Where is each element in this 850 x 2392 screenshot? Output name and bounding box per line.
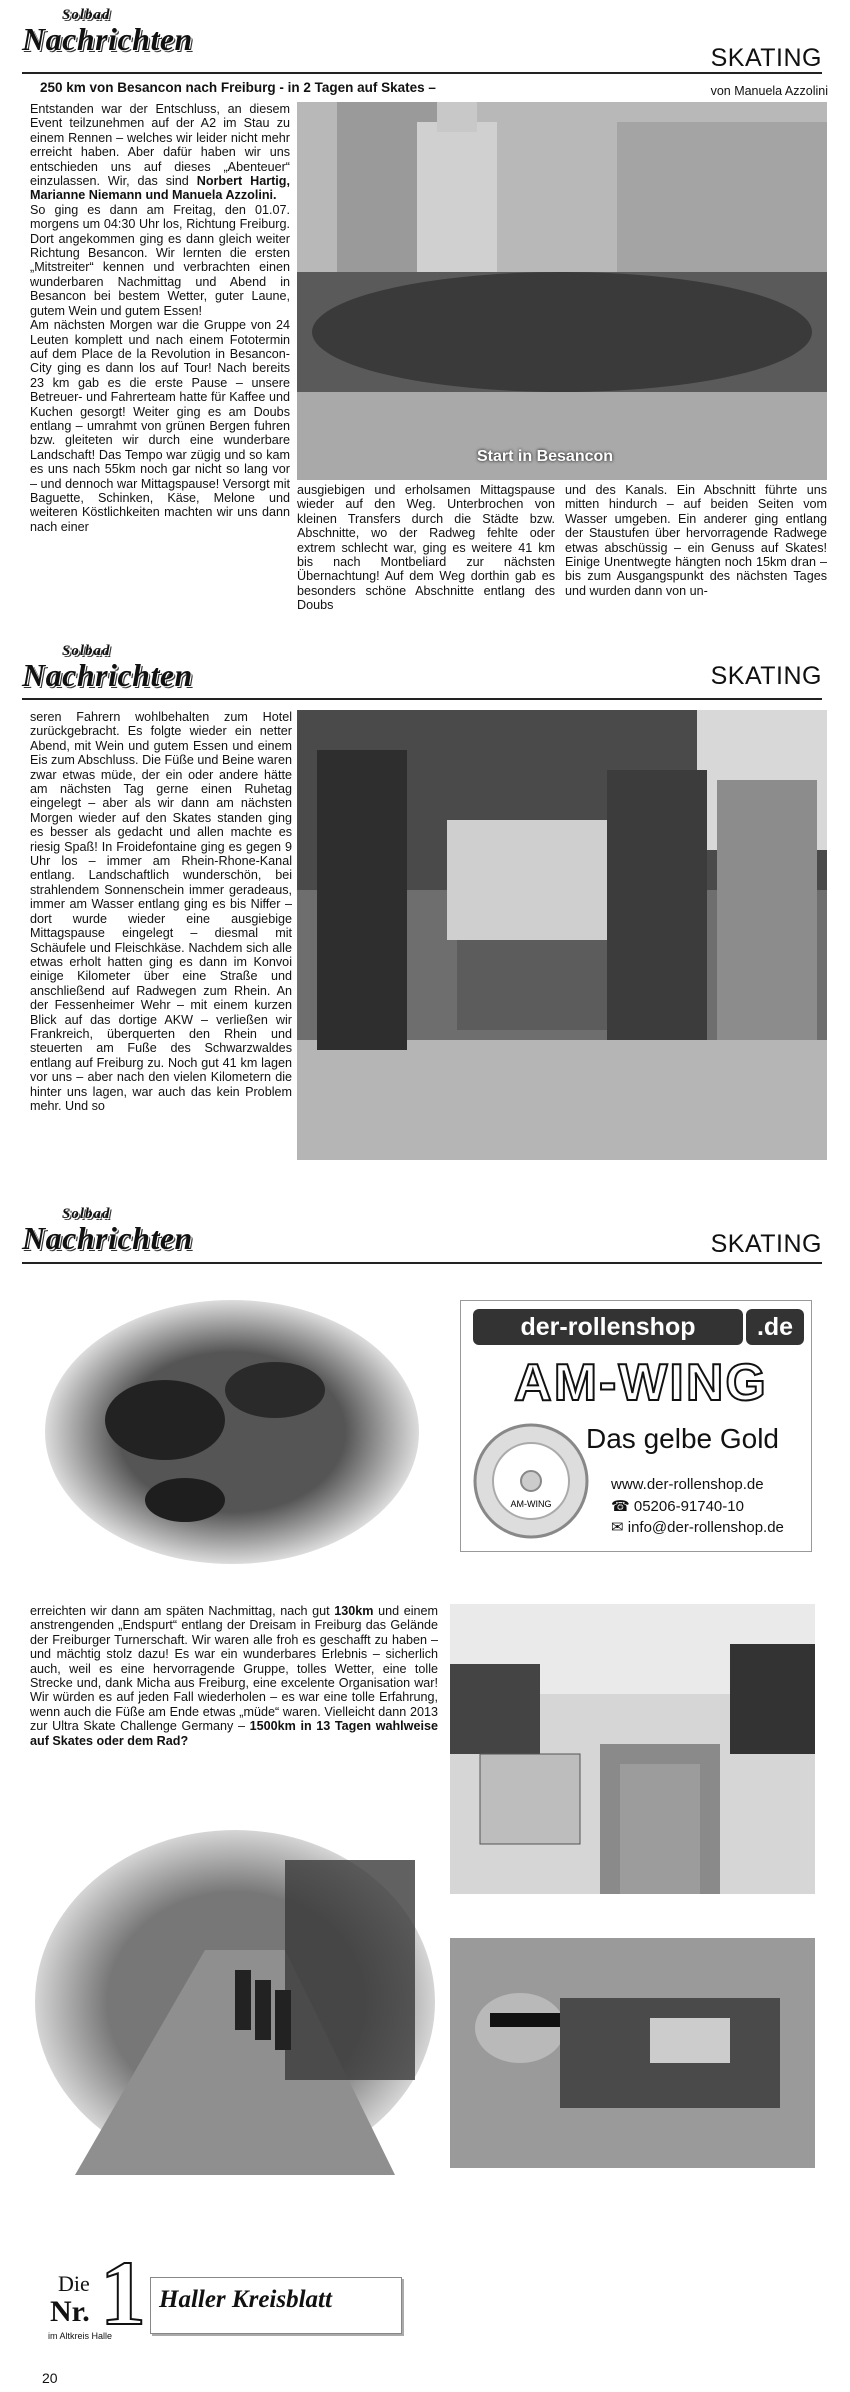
wheel-icon <box>471 1421 591 1541</box>
logo-solbad: Solbad <box>62 7 111 23</box>
col1-names: Norbert Hartig, Marianne Niemann und Manuela Azzolini. <box>30 174 290 203</box>
ad-tld: .de <box>746 1309 804 1345</box>
article-headline <box>40 80 436 95</box>
ad-paper-box <box>150 2277 402 2334</box>
ad-phone: 05206-91740-10 <box>633 1498 744 1515</box>
wheel-label: AM-WING <box>510 1499 552 1509</box>
photo-lunch-break <box>297 710 827 1160</box>
logo-solbad-3: Solbad <box>62 1206 111 1222</box>
col1-para2: So ging es dann am Freitag, den 01.07. morgens um 04:30 Uhr los, Richtung Freiburg. Dort angekommen ging es dann gleich weiter Richtung Besancon. Wir lernten die ersten „Mitstreiter“ kennen und verbrachten einen wunderbaren Nachmittag und Abend in Besancon bei bestem Wetter, guter Laune, gutem Wein und gutem Essen! <box>30 202 290 318</box>
ad-web[interactable]: www.der-rollenshop.de <box>611 1476 764 1493</box>
ad-phone-row <box>611 1497 744 1515</box>
ad-email[interactable]: info@der-rollenshop.de <box>627 1519 784 1536</box>
a3-part1: erreichten wir dann am späten Nachmittag, nach gut <box>30 1604 335 1618</box>
article1-col2: ausgiebigen und erholsamen Mittagspause wieder auf den Weg. Unterbrochen von kleinen Transfers durch die Städte bzw. Abschnitte, wo der Radweg fehlte oder extrem schlecht war, ging es weitere 41 km bis nach Montbeliard zur nächsten Übernachtung! Auf dem Weg dorthin gab es besonders schöne Abschnitte entlang des Doubs <box>297 483 555 613</box>
photo-start-besancon <box>297 102 827 480</box>
canal-photo-image <box>450 1604 815 1894</box>
ad-one: 1 <box>100 2242 146 2344</box>
masthead-logo-2 <box>22 644 193 691</box>
headline-suffix: - in 2 Tagen auf Skates – <box>275 80 436 95</box>
article3-text <box>30 1604 438 1784</box>
a3-km: 130km <box>334 1604 374 1618</box>
ad-region: im Altkreis Halle <box>48 2331 113 2341</box>
logo-nachrichten: Nachrichten <box>22 21 193 57</box>
photo-canal-lock <box>450 1604 815 1894</box>
ad-slogan: Das gelbe Gold <box>586 1423 780 1454</box>
a3-ending: 1500km in 13 Tagen wahlweise auf Skates oder dem Rad? <box>30 1719 438 1748</box>
group-photo-image <box>297 102 827 480</box>
masthead-logo <box>22 8 193 55</box>
headline-main: 250 km von Besancon nach Freiburg <box>40 80 276 95</box>
ad-email-row[interactable] <box>611 1518 784 1536</box>
skates-photo-image <box>45 1300 420 1565</box>
phone-icon: ☎ <box>611 1498 630 1515</box>
header-rule-3 <box>22 1262 822 1264</box>
section-label-3: SKATING <box>710 1230 822 1258</box>
photo-skates-grass <box>45 1300 420 1565</box>
photo-resting-skater <box>450 1938 815 2168</box>
ad-die: Die <box>58 2271 90 2296</box>
logo-nachrichten-2: Nachrichten <box>22 657 193 693</box>
byline: von Manuela Azzolini <box>710 84 828 98</box>
ad-product: AM-WING <box>514 1354 768 1412</box>
ad-nr: Nr. <box>50 2295 90 2328</box>
logo-solbad-2: Solbad <box>62 643 111 659</box>
masthead-logo-3 <box>22 1207 193 1254</box>
col1-para3: Am nächsten Morgen war die Gruppe von 24 Leuten komplett und nach einem Fototermin auf dem Place de la Revolution in Besancon-City ging es dann los auf Tour! Nach bereits 23 km gab es die erste Pause – unsere Betreuer- und Fahrerteam hatte für Kaffee und Kuchen gesorgt! Weiter ging es am Doubs entlang – umrahmt von grünen Bergen fuhren bzw. gleiteten wir durch eine wunderbare Landschaft! Das Tempo war zügig und so kam es uns nach 55km noch gar nicht so lang vor – und dennoch war Mittagspause! Versorgt mit Baguette, Schinken, Käse, Melone und weiteren Köstlichkeiten machten wir uns dann nach einer <box>30 318 290 534</box>
section-label: SKATING <box>710 44 822 72</box>
logo-nachrichten-3: Nachrichten <box>22 1220 193 1256</box>
ad-brand: der-rollenshop <box>520 1313 696 1341</box>
ad-paper: Haller Kreisblatt <box>159 2286 332 2313</box>
ad-haller-kreisblatt[interactable] <box>40 2242 410 2345</box>
ad-brand-bar <box>473 1309 743 1345</box>
page-number: 20 <box>42 2370 58 2386</box>
lunch-photo-image <box>297 710 827 1160</box>
article2-col1: seren Fahrern wohlbehalten zum Hotel zurückgebracht. Es folgte wieder ein netter Abend, mit Wein und gutem Essen und einem Eis zum Abschluss. Die Füße und Beine waren zwar etwas müde, der ein oder andere hätte am nächsten Tag gerne einen Ruhetag eingelegt – aber als wir dann am nächsten Morgen wieder auf den Skates standen ging es besser als gedacht und allen machte es riesig Spaß! In Froidefontaine ging es gegen 9 Uhr los – immer am Rhein-Rhone-Kanal entlang. Landschaftlich wunderschön, bei strahlendem Sonnenschein immer geradeaus, immer am Wasser entlang ging es bis Niffer – dort wurde wieder eine ausgiebige Mittagspause eingelegt – diesmal mit Schäufele und Fleischkäse. Nachdem sich alle etwas erholt hatten ging es dann im Konvoi einige Kilometer über eine Straße und anschließend auf Radwegen zum Rhein. An der Fessenheimer Wehr – mit einem kurzen Blick auf das dortige AKW – verließen wir Frankreich, überquerten den Rhein und steuerten am Fuße des Schwarzwaldes entlang auf Freiburg zu. Noch gut 41 km lagen vor uns – aber nach den vielen Kilometern die hinter uns lagen, war auch das kein Problem mehr. Und so <box>30 710 292 1113</box>
col1-intro: Entstanden war der Entschluss, an diesem Event teilzunehmen auf der A2 im Stau zu einem Rennen – welches wir leider nicht mehr erreicht haben. Aber dafür haben wir uns entschieden uns auf dieses „Abenteuer“ einzulassen. Wir, das sind <box>30 102 290 189</box>
article1-col1 <box>30 102 290 552</box>
road-photo-image <box>35 1830 435 2175</box>
mail-icon: ✉ <box>611 1519 624 1536</box>
header-rule <box>22 72 822 74</box>
article1-col3: und des Kanals. Ein Abschnitt führte uns mitten hindurch – auf beiden Seiten vom Wasser umgeben. Ein anderer ging entlang der Staustufen über hervorragende Radwege etwas abschüssig – ein Genuss auf Skates! Einige Unentwegte hängten noch 15km dran – bis zum Ausgangspunkt des nächsten Tages und wurden dann von un- <box>565 483 827 598</box>
photo-caption: Start in Besancon <box>477 448 614 465</box>
a3-part2: und einem anstrengenden „Endspurt“ entlang der Dreisam in Freiburg das Gelände der Freiburger Turnerschaft. Wir waren alle froh es geschafft zu haben – und mächtig stolz dazu! Es war ein wunderbares Erlebnis – sicherlich auch, weil es eine hervorragende Gruppe, tolles Wetter, eine tolle Strecke und, dank Micha aus Freiburg, eine excelente Organisation war! Wir würden es auf jeden Fall wiederholen – es war eine tolle Erfahrung, wenn auch die Füße am Ende etwas „müde“ waren. Vielleicht dann 2013 zur Ultra Skate Challenge Germany – <box>30 1604 438 1734</box>
header-rule-2 <box>22 698 822 700</box>
resting-photo-image <box>450 1938 815 2168</box>
section-label-2: SKATING <box>710 662 822 690</box>
ad-rollenshop[interactable] <box>460 1300 812 1552</box>
photo-road-skaters <box>35 1830 435 2175</box>
